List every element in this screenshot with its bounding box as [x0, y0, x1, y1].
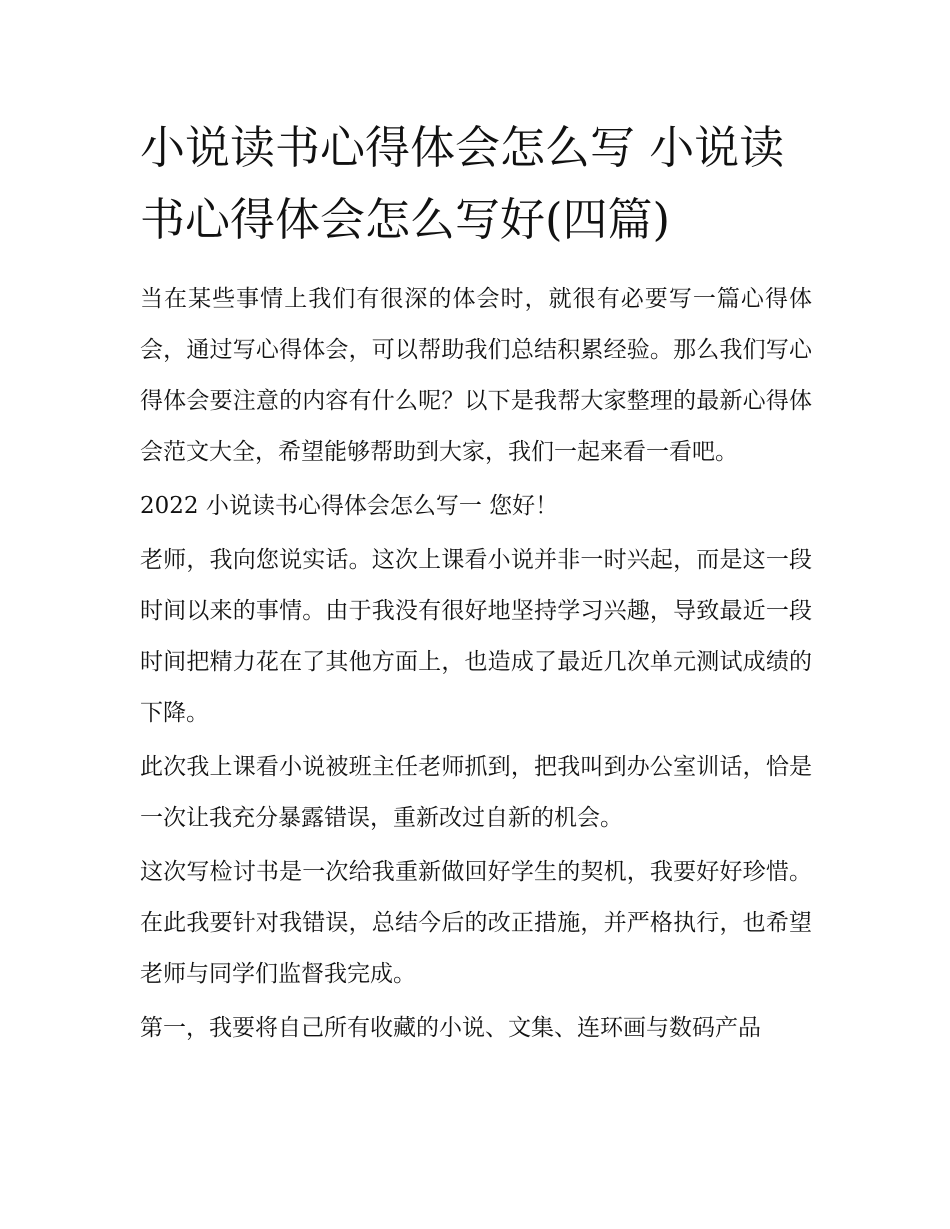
- paragraph-confession: 老师，我向您说实话。这次上课看小说并非一时兴起，而是这一段时间以来的事情。由于我没有很好地坚持学习兴趣，导致最近一段时间把精力花在了其他方面上，也造成了最近几次单元测试成绩的下降。: [140, 547, 812, 726]
- paragraph-caught: 此次我上课看小说被班主任老师抓到，把我叫到办公室训话，恰是一次让我充分暴露错误，重新改过自新的机会。: [140, 754, 812, 831]
- paragraph-first-measure: 第一，我要将自己所有收藏的小说、文集、连环画与数码产品: [140, 1015, 761, 1041]
- paragraph-opportunity: 这次写检讨书是一次给我重新做回好学生的契机，我要好好珍惜。在此我要针对我错误，总结今后的改正措施，并严格执行，也希望老师与同学们监督我完成。: [140, 859, 812, 987]
- paragraph-greeting: 2022 小说读书心得体会怎么写一 您好！: [140, 493, 559, 519]
- paragraph-intro: 当在某些事情上我们有很深的体会时，就很有必要写一篇心得体会，通过写心得体会，可以帮助我们总结积累经验。那么我们写心得体会要注意的内容有什么呢？以下是我帮大家整理的最新心得体会范文大全，希望能够帮助到大家，我们一起来看一看吧。: [140, 286, 812, 465]
- document-body: [140, 112, 812, 1057]
- document-title: 小说读书心得体会怎么写 小说读书心得体会怎么写好(四篇): [140, 121, 785, 246]
